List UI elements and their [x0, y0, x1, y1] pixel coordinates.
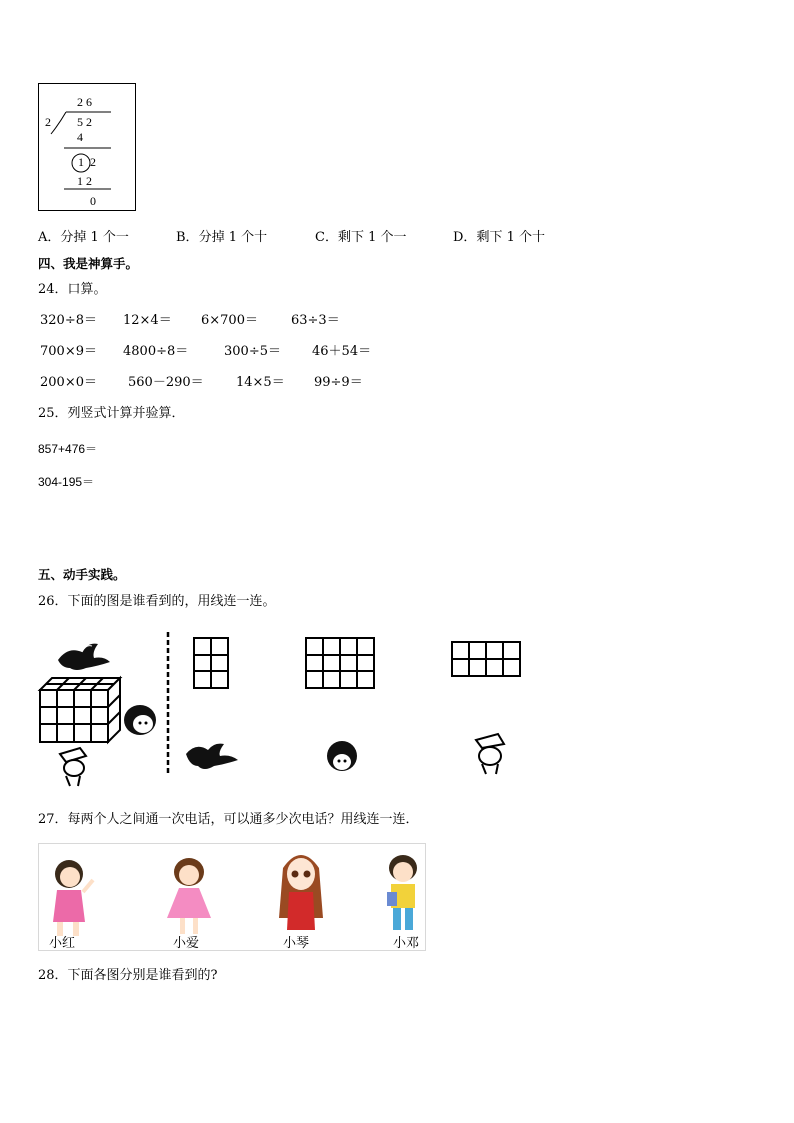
oral-calc-2-4: 46＋54＝: [312, 344, 372, 359]
option-d[interactable]: [453, 230, 545, 246]
name-label-xiaoqin: 小琴: [283, 936, 310, 951]
oral-calc-1-3: 6×700＝: [201, 313, 258, 328]
oral-calc-1-1: 320÷8＝: [40, 313, 97, 328]
oral-calc-1-2: 12×4＝: [123, 313, 172, 328]
option-a[interactable]: [38, 230, 129, 246]
circled-digit: 1: [78, 155, 84, 169]
question-26: 26．下面的图是谁看到的，用线连一连。: [38, 594, 276, 609]
subtract-1: 4: [77, 130, 83, 144]
cube-stack: [40, 678, 120, 742]
oral-calc-2-1: 700×9＝: [40, 344, 97, 359]
option-letter: B．: [176, 230, 199, 245]
bird-icon: [58, 644, 110, 670]
option-text: 分掉 1 个十: [198, 230, 268, 245]
question-27: 27．每两个人之间通一次电话，可以通多少次电话？用线连一连．: [38, 812, 419, 827]
girl-xiaohong-figure: [53, 860, 93, 936]
oral-calc-3-2: 560－290＝: [128, 375, 204, 390]
option-text: 剩下 1 个一: [337, 230, 407, 245]
option-text: 分掉 1 个一: [60, 230, 129, 245]
hat-person-icon: [60, 748, 86, 786]
divisor: 2: [45, 115, 51, 129]
option-b[interactable]: [176, 230, 267, 246]
oral-calc-2-3: 300÷5＝: [224, 344, 281, 359]
child-face-icon: [124, 705, 156, 735]
question-28: 28．下面各图分别是谁看到的?: [38, 968, 218, 983]
oral-calc-3-1: 200×0＝: [40, 375, 97, 390]
vertical-calc-2: 304-195＝: [38, 475, 95, 489]
quotient: 2 6: [77, 95, 92, 109]
question-25: 25．列竖式计算并验算．: [38, 406, 185, 421]
option-text: 剩下 1 个十: [476, 230, 545, 245]
view-grid-2: [306, 638, 374, 688]
oral-calc-3-4: 99÷9＝: [314, 375, 363, 390]
boy-xiaodeng-figure: [387, 855, 417, 930]
oral-calc-1-4: 63÷3＝: [291, 313, 340, 328]
name-label-xiaohong: 小红: [49, 936, 76, 951]
option-c[interactable]: [315, 230, 407, 246]
vertical-calc-1: 857+476＝: [38, 442, 98, 456]
girl-xiaoqin-figure: [279, 855, 323, 930]
child-face-icon: [327, 741, 357, 771]
subtract-2: 1 2: [77, 174, 92, 188]
kids-figures: [39, 844, 425, 950]
bird-icon: [186, 744, 238, 769]
long-division-figure: [38, 83, 136, 211]
girl-xiaoai-figure: [167, 858, 211, 934]
remainder: 0: [90, 194, 96, 208]
name-label-xiaoai: 小爱: [173, 936, 200, 951]
section-4-heading: 四、我是神算手。: [38, 256, 139, 271]
option-letter: C．: [315, 230, 338, 245]
kids-panel: [38, 843, 426, 951]
option-letter: A．: [38, 230, 61, 245]
views-figure: [36, 628, 556, 788]
oral-calc-3-3: 14×5＝: [236, 375, 285, 390]
name-label-xiaodeng: 小邓: [393, 936, 420, 951]
hat-person-icon: [476, 734, 504, 774]
option-letter: D．: [453, 230, 477, 245]
dividend: 5 2: [77, 115, 92, 129]
question-24: 24．口算。: [38, 282, 107, 297]
remaining-digit: 2: [90, 155, 96, 169]
oral-calc-2-2: 4800÷8＝: [123, 344, 189, 359]
view-grid-3: [452, 642, 520, 676]
view-grid-1: [194, 638, 228, 688]
section-5-heading: 五、动手实践。: [38, 567, 126, 582]
